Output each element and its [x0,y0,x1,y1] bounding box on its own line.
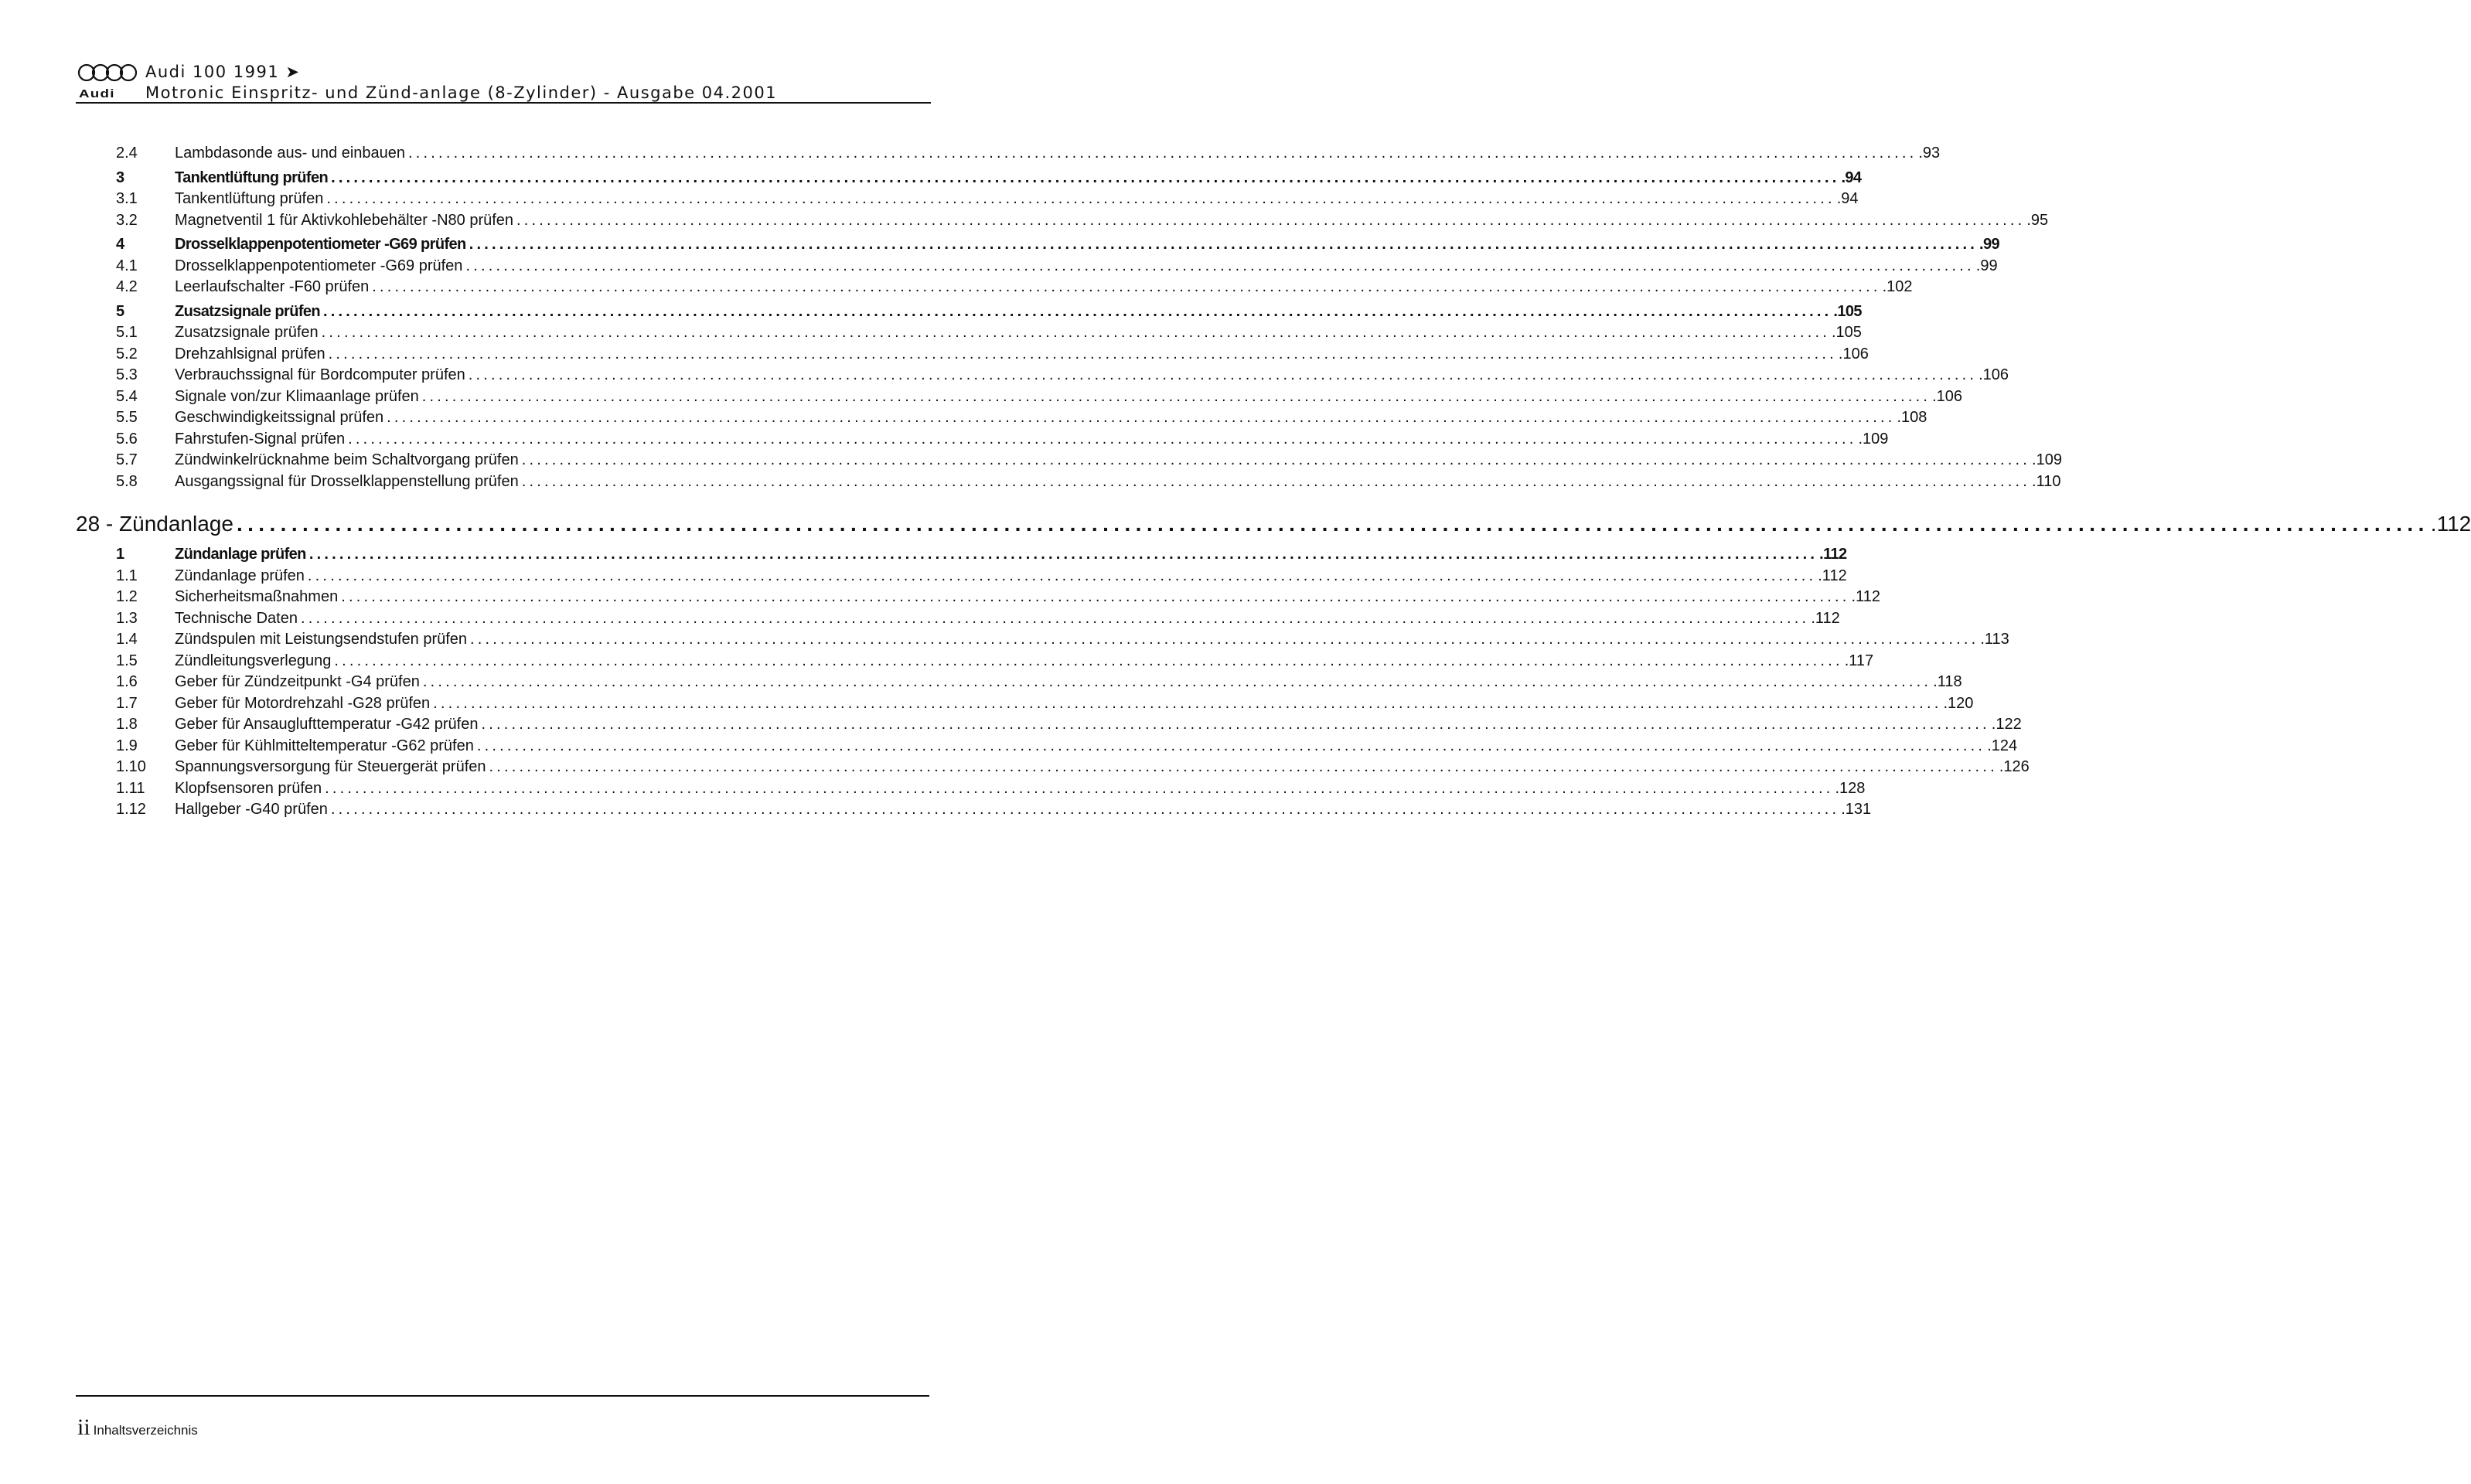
page-header [76,60,931,104]
toc-entry-page: .120 [1943,694,1974,712]
toc-leader-dots: ........................................................................................................................................................................................................ [521,472,2031,490]
toc-leader-dots: ........................................................................................................................................................................................................ [468,366,1978,383]
toc-entry-title: Signale von/zur Klimaanlage prüfen [175,387,419,405]
toc-entry-page: .112 [1819,546,1847,563]
toc-leader-dots: ........................................................................................................................................................................................................ [308,546,1818,563]
toc-entry[interactable] [116,714,2022,736]
toc-entry-title: Zündanlage prüfen [175,546,306,563]
toc-entry-title: Geber für Motordrehzahl -G28 prüfen [175,694,431,712]
toc-section-part2 [116,544,2030,821]
toc-entry-page: .122 [1991,716,2022,733]
toc-entry-number: 1 [116,546,124,563]
toc-entry-title: Zündwinkelrücknahme beim Schaltvorgang prüfen [175,451,519,468]
toc-entry[interactable] [116,168,1862,189]
toc-leader-dots: ........................................................................................................................................................................................................ [325,779,1834,797]
document-subtitle: Motronic Einspritz- und Zünd-anlage (8-Zylinder) - Ausgabe 04.2001 [145,83,778,102]
toc-entry[interactable] [116,234,2000,256]
toc-entry-title: Tankentlüftung prüfen [175,190,324,207]
footer-section-label: Inhaltsverzeichnis [93,1423,198,1438]
toc-entry-number: 5.8 [116,472,138,490]
model-line: Audi 100 1991 ➤ [145,63,301,81]
toc-entry-title: Tankentlüftung prüfen [175,168,329,186]
toc-entry[interactable] [116,386,1963,408]
toc-leader-dots: ........................................................................................................................................................................................................ [421,387,1931,405]
toc-entry-number: 3 [116,168,124,186]
toc-entry[interactable] [116,566,1847,587]
toc-entry-title: Lambdasonde aus- und einbauen [175,145,406,162]
toc-leader-dots: ........................................................................................................................................................................................................ [323,302,1832,320]
toc-entry[interactable] [116,143,1941,165]
toc-entry-number: 4.2 [116,278,138,295]
toc-entry[interactable] [116,471,2061,493]
toc-entry-page: .109 [1858,430,1889,448]
chapter-heading[interactable] [76,510,2471,538]
toc-entry-page: .105 [1832,324,1862,341]
toc-leader-dots: ........................................................................................................................................................................................................ [348,430,1857,448]
toc-entry-page: .108 [1897,409,1927,426]
toc-entry-title: Zündspulen mit Leistungsendstufen prüfen [175,631,468,648]
toc-entry-page: .128 [1835,779,1866,797]
toc-entry[interactable] [116,799,1872,821]
toc-leader-dots: ........................................................................................................................................................................................................ [489,758,1998,775]
toc-entry-number: 1.7 [116,694,138,712]
toc-entry[interactable] [116,301,1862,323]
toc-entry-title: Zusatzsignale prüfen [175,324,319,341]
toc-entry-number: 1.4 [116,631,138,648]
toc-leader-dots: ........................................................................................................................................................................................................ [470,631,1979,648]
toc-entry-title: Klopfsensoren prüfen [175,779,322,797]
toc-section-part1 [116,143,2062,492]
toc-leader-dots: ........................................................................................................................................................................................................ [521,451,2031,468]
toc-entry-title: Drehzahlsignal prüfen [175,345,325,362]
toc-entry-title: Hallgeber -G40 prüfen [175,801,328,818]
toc-entry-title: Zündanlage prüfen [175,567,305,584]
chapter-page: .112 [2430,512,2471,536]
toc-leader-dots: ........................................................................................................................................................................................................ [331,168,1840,186]
toc-entry-number: 5.5 [116,409,138,426]
toc-leader-dots: ........................................................................................................................................................................................................ [481,716,1990,733]
toc-entry-title: Sicherheitsmaßnahmen [175,588,339,605]
toc-leader-dots: ........................................................................................................................................................................................................ [307,567,1817,584]
toc-entry-page: .102 [1882,278,1913,295]
toc-entry-title: Geber für Kühlmitteltemperatur -G62 prüfen [175,737,474,754]
toc-entry-page: .126 [1999,758,2030,775]
toc-entry[interactable] [116,544,1847,566]
toc-entry-page: .106 [1979,366,2009,383]
footer-divider [76,1395,929,1397]
toc-leader-dots: ........................................................................................................................................................................................................ [408,145,1917,162]
toc-entry-number: 4 [116,236,124,253]
toc-entry-number: 1.6 [116,673,138,690]
toc-entry-number: 5.6 [116,430,138,448]
toc-entry[interactable] [116,256,1998,277]
toc-entry-number: 5.1 [116,324,138,341]
toc-entry-title: Geschwindigkeitssignal prüfen [175,409,384,426]
toc-entry-title: Ausgangssignal für Drosselklappenstellung prüfen [175,472,519,490]
toc-leader-dots: ........................................................................................................................................................................................................ [341,588,1850,605]
toc-entry-page: .99 [1979,236,2000,253]
toc-entry[interactable] [116,344,1869,366]
toc-entry-number: 1.5 [116,652,138,669]
toc-entry-page: .106 [1932,387,1963,405]
toc-leader-dots: ........................................................................................................................................................................................................ [372,278,1881,295]
toc-entry-number: 1.8 [116,716,138,733]
toc-entry-number: 5.3 [116,366,138,383]
toc-entry[interactable] [116,277,1913,298]
page-footer [77,1416,198,1439]
toc-entry-page: .109 [2032,451,2062,468]
toc-entry-number: 5.2 [116,345,138,362]
toc-entry[interactable] [116,587,1880,608]
toc-entry-number: 5.7 [116,451,138,468]
toc-entry-page: .112 [1811,609,1840,627]
toc-leader-dots: ........................................................................................................................................................................................................ [321,324,1830,341]
toc-entry[interactable] [116,365,2009,386]
toc-entry-number: 4.1 [116,257,138,274]
toc-entry-number: 1.10 [116,758,146,775]
toc-entry-page: .110 [2032,472,2061,490]
toc-entry[interactable] [116,736,2018,757]
toc-entry-number: 3.1 [116,190,138,207]
audi-wordmark: Audi [79,87,115,100]
toc-leader-dots: ........................................................................................................................................................................................................ [300,609,1810,627]
toc-entry[interactable] [116,210,2049,232]
toc-entry[interactable] [116,407,1927,429]
toc-entry-page: .106 [1838,345,1869,362]
toc-entry-page: .113 [1980,631,2009,648]
toc-entry-number: 1.11 [116,779,145,797]
toc-leader-dots: ........................................................................................................................................................................................................ [328,345,1837,362]
toc-entry-page: .94 [1841,168,1862,186]
toc-entry-title: Geber für Ansauglufttemperatur -G42 prüfen [175,716,479,733]
toc-entry[interactable] [116,429,1889,451]
toc-leader-dots: ........................................................................................................................................................................................................ [334,652,1843,669]
toc-entry-title: Drosselklappenpotentiometer -G69 prüfen [175,236,466,253]
audi-rings-logo-icon [77,63,138,82]
header-divider [76,102,931,104]
toc-leader-dots: ........................................................................................................................................................................................................ [422,673,1932,690]
toc-entry-title: Technische Daten [175,609,298,627]
toc-entry-page: .118 [1933,673,1962,690]
toc-entry-title: Verbrauchssignal für Bordcomputer prüfen [175,366,465,383]
toc-entry-page: .95 [2026,211,2049,229]
toc-entry-number: 2.4 [116,145,138,162]
chapter-leader-dots: ........................................................................................................................................................................................................ [236,512,2429,536]
toc-entry-number: 3.2 [116,211,138,229]
toc-entry-number: 1.2 [116,588,138,605]
toc-entry[interactable] [116,608,1840,630]
toc-leader-dots: ........................................................................................................................................................................................................ [326,190,1835,207]
toc-entry-page: .124 [1987,737,2018,754]
toc-entry-page: .117 [1844,652,1874,669]
toc-entry-page: .131 [1841,801,1872,818]
toc-entry-title: Drosselklappenpotentiometer -G69 prüfen [175,257,463,274]
toc-entry-number: 5 [116,302,124,320]
toc-entry-title: Zusatzsignale prüfen [175,302,321,320]
toc-entry-page: .112 [1818,567,1847,584]
toc-entry-title: Spannungsversorgung für Steuergerät prüfen [175,758,486,775]
toc-leader-dots: ........................................................................................................................................................................................................ [469,236,1979,253]
toc-entry[interactable] [116,629,2009,651]
toc-entry[interactable] [116,322,1862,344]
page-number: ii [77,1414,90,1440]
toc-entry-number: 1.9 [116,737,138,754]
toc-entry[interactable] [116,778,1866,800]
toc-entry-page: .99 [1975,257,1998,274]
toc-entry[interactable] [116,189,1859,210]
toc-entry[interactable] [116,757,2030,778]
toc-entry[interactable] [116,651,1874,672]
toc-entry[interactable] [116,672,1962,693]
toc-leader-dots: ........................................................................................................................................................................................................ [433,694,1942,712]
toc-leader-dots: ........................................................................................................................................................................................................ [330,801,1840,818]
toc-entry-title: Geber für Zündzeitpunkt -G4 prüfen [175,673,420,690]
toc-entry-title: Zündleitungsverlegung [175,652,332,669]
toc-entry-title: Magnetventil 1 für Aktivkohlebehälter -N80 prüfen [175,211,514,229]
toc-entry-page: .94 [1836,190,1859,207]
toc-entry-title: Fahrstufen-Signal prüfen [175,430,346,448]
toc-entry[interactable] [116,693,1974,715]
toc-leader-dots: ........................................................................................................................................................................................................ [387,409,1896,426]
toc-leader-dots: ........................................................................................................................................................................................................ [465,257,1975,274]
toc-entry-page: .105 [1833,302,1862,320]
toc-entry[interactable] [116,450,2062,471]
toc-entry-page: .112 [1851,588,1880,605]
toc-entry-number: 1.3 [116,609,138,627]
toc-entry-page: .93 [1918,145,1941,162]
toc-leader-dots: ........................................................................................................................................................................................................ [476,737,1986,754]
toc-entry-number: 1.1 [116,567,138,584]
toc-entry-title: Leerlaufschalter -F60 prüfen [175,278,370,295]
toc-entry-number: 5.4 [116,387,138,405]
chapter-title: 28 - Zündanlage [76,512,233,536]
toc-leader-dots: ........................................................................................................................................................................................................ [516,211,2026,229]
toc-entry-number: 1.12 [116,801,146,818]
